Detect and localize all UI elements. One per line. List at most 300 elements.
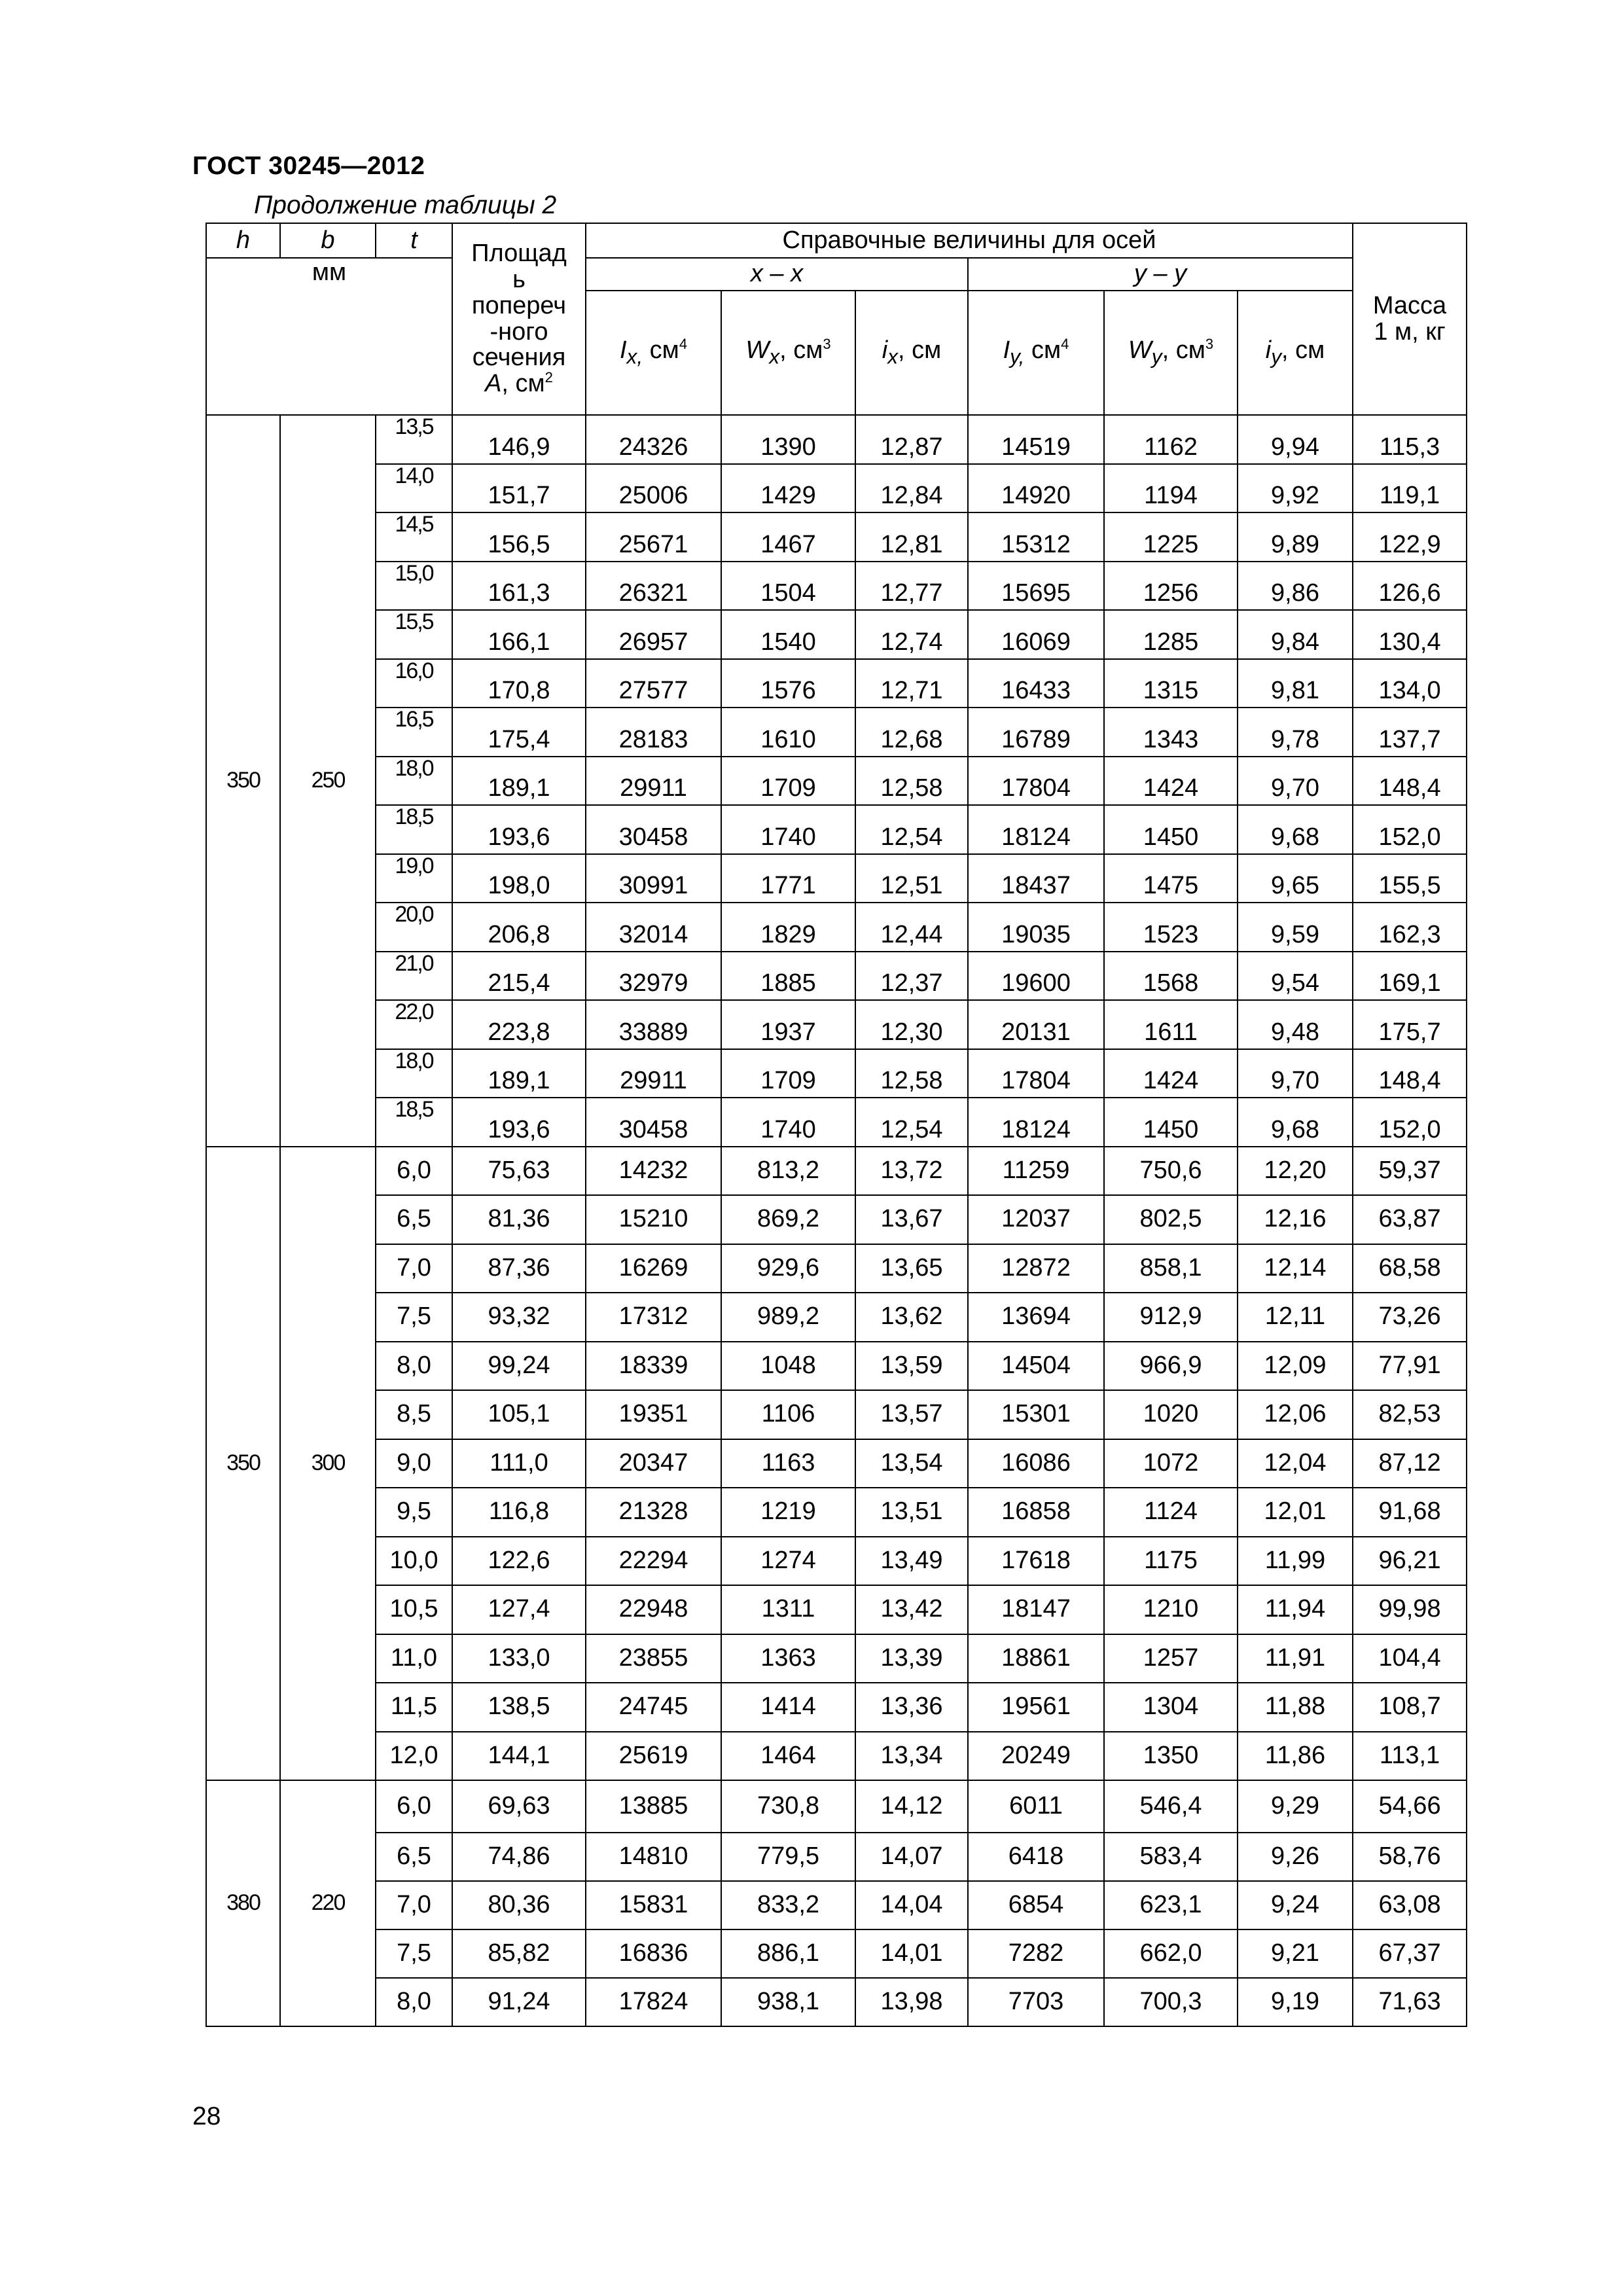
ix-cell: 25619 [586, 1732, 721, 1781]
wy-cell: 1210 [1104, 1585, 1238, 1634]
wy-cell: 1020 [1104, 1390, 1238, 1439]
ix-cell: 21328 [586, 1488, 721, 1537]
wx-cell: 779,5 [721, 1833, 855, 1881]
profile-properties-table [205, 223, 1467, 2027]
wy-cell: 1450 [1104, 1098, 1238, 1147]
wx-cell: 1163 [721, 1439, 855, 1488]
table-row [206, 1978, 1467, 2026]
area-cell: 122,6 [452, 1537, 586, 1586]
ix-cell: 29911 [586, 1049, 721, 1098]
area-cell: 223,8 [452, 1000, 586, 1049]
wy-cell: 1072 [1104, 1439, 1238, 1488]
wy-cell: 1424 [1104, 757, 1238, 806]
ry-cell: 12,04 [1238, 1439, 1353, 1488]
iy-cell: 7282 [968, 1929, 1104, 1978]
ix-cell: 15210 [586, 1195, 721, 1244]
wy-cell: 1257 [1104, 1634, 1238, 1683]
mass-cell: 137,7 [1353, 708, 1467, 757]
iy-cell: 18147 [968, 1585, 1104, 1634]
thickness-cell: 15,5 [376, 610, 452, 659]
ix-cell: 18339 [586, 1342, 721, 1391]
area-cell: 151,7 [452, 464, 586, 513]
ry-cell: 12,20 [1238, 1147, 1353, 1196]
wx-cell: 1740 [721, 1098, 855, 1147]
area-cell: 105,1 [452, 1390, 586, 1439]
rx-cell: 12,81 [855, 512, 968, 562]
ry-cell: 12,16 [1238, 1195, 1353, 1244]
mass-cell: 58,76 [1353, 1833, 1467, 1881]
area-cell: 99,24 [452, 1342, 586, 1391]
ry-cell: 9,70 [1238, 757, 1353, 806]
thickness-cell: 7,5 [376, 1929, 452, 1978]
area-cell: 156,5 [452, 512, 586, 562]
wx-cell: 1740 [721, 805, 855, 854]
height-cell: 350 [206, 1147, 280, 1781]
ix-cell: 26321 [586, 562, 721, 611]
ix-cell: 27577 [586, 659, 721, 708]
wy-cell: 583,4 [1104, 1833, 1238, 1881]
rx-cell: 13,34 [855, 1732, 968, 1781]
mass-cell: 71,63 [1353, 1978, 1467, 2026]
mass-cell: 152,0 [1353, 1098, 1467, 1147]
wx-cell: 989,2 [721, 1293, 855, 1342]
iy-cell: 14504 [968, 1342, 1104, 1391]
mass-cell: 130,4 [1353, 610, 1467, 659]
mass-cell: 148,4 [1353, 757, 1467, 806]
area-cell: 146,9 [452, 415, 586, 464]
table-row [206, 610, 1467, 659]
ix-cell: 30458 [586, 1098, 721, 1147]
iy-cell: 16433 [968, 659, 1104, 708]
header-area-line-1: Площад [471, 239, 567, 267]
mass-cell: 122,9 [1353, 512, 1467, 562]
header-reference-values: Справочные величины для осей [586, 223, 1353, 258]
area-cell: 85,82 [452, 1929, 586, 1978]
iy-cell: 17618 [968, 1537, 1104, 1586]
mass-cell: 148,4 [1353, 1049, 1467, 1098]
table-row [206, 1195, 1467, 1244]
iy-cell: 11259 [968, 1147, 1104, 1196]
rx-cell: 13,72 [855, 1147, 968, 1196]
iy-cell: 19561 [968, 1683, 1104, 1732]
table-row [206, 1780, 1467, 1833]
wy-cell: 1162 [1104, 415, 1238, 464]
thickness-cell: 18,0 [376, 757, 452, 806]
wx-cell: 833,2 [721, 1881, 855, 1929]
area-cell: 175,4 [452, 708, 586, 757]
header-mass [1353, 223, 1467, 415]
iy-cell: 16789 [968, 708, 1104, 757]
wy-cell: 1304 [1104, 1683, 1238, 1732]
table-row [206, 1537, 1467, 1586]
mass-cell: 67,37 [1353, 1929, 1467, 1978]
ix-cell: 16836 [586, 1929, 721, 1978]
wx-cell: 1576 [721, 659, 855, 708]
rx-cell: 14,01 [855, 1929, 968, 1978]
rx-cell: 13,62 [855, 1293, 968, 1342]
wy-cell: 1124 [1104, 1488, 1238, 1537]
iy-cell: 13694 [968, 1293, 1104, 1342]
thickness-cell: 22,0 [376, 1000, 452, 1049]
ry-cell: 9,24 [1238, 1881, 1353, 1929]
table-row [206, 1929, 1467, 1978]
rx-cell: 12,37 [855, 952, 968, 1001]
thickness-cell: 6,0 [376, 1780, 452, 1833]
ix-cell: 33889 [586, 1000, 721, 1049]
area-cell: 144,1 [452, 1732, 586, 1781]
rx-cell: 13,67 [855, 1195, 968, 1244]
mass-cell: 91,68 [1353, 1488, 1467, 1537]
header-area [452, 223, 586, 415]
ry-cell: 9,21 [1238, 1929, 1353, 1978]
wx-cell: 1540 [721, 610, 855, 659]
area-cell: 193,6 [452, 1098, 586, 1147]
table-row [206, 562, 1467, 611]
area-cell: 127,4 [452, 1585, 586, 1634]
ix-cell: 32014 [586, 903, 721, 952]
mass-cell: 113,1 [1353, 1732, 1467, 1781]
header-area-unit: , см [501, 370, 545, 398]
header-axis-x: x – x [586, 258, 968, 291]
iy-cell: 15301 [968, 1390, 1104, 1439]
thickness-cell: 6,0 [376, 1147, 452, 1196]
rx-cell: 12,84 [855, 464, 968, 513]
wy-cell: 1568 [1104, 952, 1238, 1001]
iy-cell: 18124 [968, 1098, 1104, 1147]
ix-cell: 30458 [586, 805, 721, 854]
rx-cell: 12,77 [855, 562, 968, 611]
area-cell: 138,5 [452, 1683, 586, 1732]
ix-cell: 25006 [586, 464, 721, 513]
wx-cell: 1274 [721, 1537, 855, 1586]
wy-cell: 966,9 [1104, 1342, 1238, 1391]
header-wy: $W_y$, $см^3$ [1104, 291, 1238, 415]
mass-cell: 99,98 [1353, 1585, 1467, 1634]
table-row [206, 1098, 1467, 1147]
wy-cell: 750,6 [1104, 1147, 1238, 1196]
header-area-line-5: сечения [472, 344, 566, 372]
header-mm: мм [206, 258, 452, 415]
iy-cell: 19035 [968, 903, 1104, 952]
thickness-cell: 16,0 [376, 659, 452, 708]
ry-cell: 9,89 [1238, 512, 1353, 562]
ix-cell: 17312 [586, 1293, 721, 1342]
rx-cell: 12,58 [855, 757, 968, 806]
ry-cell: 11,88 [1238, 1683, 1353, 1732]
iy-cell: 18861 [968, 1634, 1104, 1683]
thickness-cell: 18,5 [376, 1098, 452, 1147]
rx-cell: 13,49 [855, 1537, 968, 1586]
ix-cell: 28183 [586, 708, 721, 757]
wx-cell: 1467 [721, 512, 855, 562]
area-cell: 75,63 [452, 1147, 586, 1196]
ix-cell: 17824 [586, 1978, 721, 2026]
wy-cell: 662,0 [1104, 1929, 1238, 1978]
thickness-cell: 16,5 [376, 708, 452, 757]
iy-cell: 19600 [968, 952, 1104, 1001]
ry-cell: 9,81 [1238, 659, 1353, 708]
iy-cell: 14920 [968, 464, 1104, 513]
table-row [206, 1244, 1467, 1293]
area-cell: 111,0 [452, 1439, 586, 1488]
iy-cell: 20131 [968, 1000, 1104, 1049]
area-cell: 170,8 [452, 659, 586, 708]
table-continuation-caption: Продолжение таблицы 2 [254, 191, 557, 219]
table-row [206, 708, 1467, 757]
wx-cell: 1937 [721, 1000, 855, 1049]
wx-cell: 1885 [721, 952, 855, 1001]
thickness-cell: 18,0 [376, 1049, 452, 1098]
rx-cell: 13,59 [855, 1342, 968, 1391]
header-b: b [280, 223, 376, 258]
wx-cell: 1048 [721, 1342, 855, 1391]
rx-cell: 13,42 [855, 1585, 968, 1634]
mass-cell: 96,21 [1353, 1537, 1467, 1586]
wx-cell: 869,2 [721, 1195, 855, 1244]
rx-cell: 13,36 [855, 1683, 968, 1732]
thickness-cell: 10,5 [376, 1585, 452, 1634]
ry-cell: 12,14 [1238, 1244, 1353, 1293]
ix-cell: 13885 [586, 1780, 721, 1833]
ix-cell: 24745 [586, 1683, 721, 1732]
iy-cell: 15312 [968, 512, 1104, 562]
iy-cell: 18437 [968, 854, 1104, 903]
mass-cell: 126,6 [1353, 562, 1467, 611]
table-row [206, 512, 1467, 562]
table-row [206, 1049, 1467, 1098]
wx-cell: 1311 [721, 1585, 855, 1634]
ry-cell: 9,59 [1238, 903, 1353, 952]
thickness-cell: 21,0 [376, 952, 452, 1001]
thickness-cell: 15,0 [376, 562, 452, 611]
rx-cell: 13,65 [855, 1244, 968, 1293]
iy-cell: 20249 [968, 1732, 1104, 1781]
ry-cell: 11,91 [1238, 1634, 1353, 1683]
ix-cell: 19351 [586, 1390, 721, 1439]
thickness-cell: 8,0 [376, 1978, 452, 2026]
area-cell: 74,86 [452, 1833, 586, 1881]
rx-cell: 12,87 [855, 415, 968, 464]
ix-cell: 25671 [586, 512, 721, 562]
ix-cell: 22294 [586, 1537, 721, 1586]
rx-cell: 14,12 [855, 1780, 968, 1833]
mass-cell: 63,08 [1353, 1881, 1467, 1929]
wy-cell: 1611 [1104, 1000, 1238, 1049]
thickness-cell: 9,0 [376, 1439, 452, 1488]
table-row [206, 1439, 1467, 1488]
thickness-cell: 12,0 [376, 1732, 452, 1781]
rx-cell: 12,71 [855, 659, 968, 708]
ry-cell: 9,94 [1238, 415, 1353, 464]
table-row [206, 1293, 1467, 1342]
table-row [206, 1000, 1467, 1049]
iy-cell: 16086 [968, 1439, 1104, 1488]
rx-cell: 12,74 [855, 610, 968, 659]
wx-cell: 1429 [721, 464, 855, 513]
ry-cell: 9,84 [1238, 610, 1353, 659]
height-cell: 380 [206, 1780, 280, 2026]
table-row [206, 1833, 1467, 1881]
thickness-cell: 13,5 [376, 415, 452, 464]
header-mass-line-1: Масса [1372, 291, 1447, 319]
ry-cell: 9,54 [1238, 952, 1353, 1001]
header-rx: $i_x$, см [855, 291, 968, 415]
iy-cell: 6854 [968, 1881, 1104, 1929]
ix-cell: 29911 [586, 757, 721, 806]
table-row [206, 1147, 1467, 1196]
ix-cell: 20347 [586, 1439, 721, 1488]
ry-cell: 9,68 [1238, 1098, 1353, 1147]
ry-cell: 11,99 [1238, 1537, 1353, 1586]
iy-cell: 15695 [968, 562, 1104, 611]
thickness-cell: 8,0 [376, 1342, 452, 1391]
thickness-cell: 14,0 [376, 464, 452, 513]
area-cell: 206,8 [452, 903, 586, 952]
table-row [206, 1732, 1467, 1781]
wx-cell: 938,1 [721, 1978, 855, 2026]
iy-cell: 18124 [968, 805, 1104, 854]
thickness-cell: 10,0 [376, 1537, 452, 1586]
table-row [206, 757, 1467, 806]
ix-cell: 32979 [586, 952, 721, 1001]
mass-cell: 63,87 [1353, 1195, 1467, 1244]
table-row [206, 1585, 1467, 1634]
wy-cell: 1350 [1104, 1732, 1238, 1781]
wy-cell: 802,5 [1104, 1195, 1238, 1244]
wx-cell: 813,2 [721, 1147, 855, 1196]
ry-cell: 9,92 [1238, 464, 1353, 513]
mass-cell: 73,26 [1353, 1293, 1467, 1342]
table-row [206, 805, 1467, 854]
ix-cell: 30991 [586, 854, 721, 903]
wy-cell: 1424 [1104, 1049, 1238, 1098]
table-row [206, 1881, 1467, 1929]
iy-cell: 6011 [968, 1780, 1104, 1833]
wx-cell: 1709 [721, 757, 855, 806]
thickness-cell: 18,5 [376, 805, 452, 854]
area-cell: 161,3 [452, 562, 586, 611]
mass-cell: 134,0 [1353, 659, 1467, 708]
wx-cell: 1464 [721, 1732, 855, 1781]
area-cell: 198,0 [452, 854, 586, 903]
ry-cell: 12,01 [1238, 1488, 1353, 1537]
table-row [206, 1342, 1467, 1391]
header-area-line-3: попереч [471, 291, 567, 319]
thickness-cell: 8,5 [376, 1390, 452, 1439]
width-cell: 250 [280, 415, 376, 1147]
wy-cell: 1225 [1104, 512, 1238, 562]
iy-cell: 16069 [968, 610, 1104, 659]
mass-cell: 82,53 [1353, 1390, 1467, 1439]
area-cell: 215,4 [452, 952, 586, 1001]
mass-cell: 59,37 [1353, 1147, 1467, 1196]
wx-cell: 1610 [721, 708, 855, 757]
header-area-line-4: -ного [490, 317, 548, 346]
header-axis-y: y – y [968, 258, 1353, 291]
header-t: t [376, 223, 452, 258]
wy-cell: 546,4 [1104, 1780, 1238, 1833]
header-area-line-2: ь [512, 265, 526, 293]
table-header [206, 223, 1467, 415]
wy-cell: 1343 [1104, 708, 1238, 757]
header-wx: $W_x$, $см^3$ [721, 291, 855, 415]
ry-cell: 9,70 [1238, 1049, 1353, 1098]
ry-cell: 12,09 [1238, 1342, 1353, 1391]
wy-cell: 1450 [1104, 805, 1238, 854]
table-row [206, 659, 1467, 708]
wy-cell: 1315 [1104, 659, 1238, 708]
wy-cell: 1256 [1104, 562, 1238, 611]
ry-cell: 12,11 [1238, 1293, 1353, 1342]
area-cell: 80,36 [452, 1881, 586, 1929]
table-row [206, 1390, 1467, 1439]
table-row [206, 903, 1467, 952]
rx-cell: 13,57 [855, 1390, 968, 1439]
ix-cell: 26957 [586, 610, 721, 659]
rx-cell: 14,07 [855, 1833, 968, 1881]
thickness-cell: 14,5 [376, 512, 452, 562]
thickness-cell: 7,0 [376, 1244, 452, 1293]
ry-cell: 9,29 [1238, 1780, 1353, 1833]
rx-cell: 12,68 [855, 708, 968, 757]
area-cell: 189,1 [452, 757, 586, 806]
area-cell: 93,32 [452, 1293, 586, 1342]
mass-cell: 87,12 [1353, 1439, 1467, 1488]
wy-cell: 1523 [1104, 903, 1238, 952]
wx-cell: 1771 [721, 854, 855, 903]
wx-cell: 1219 [721, 1488, 855, 1537]
table-row [206, 854, 1467, 903]
thickness-cell: 11,5 [376, 1683, 452, 1732]
group-350x300 [206, 1147, 1467, 1781]
rx-cell: 12,54 [855, 1098, 968, 1147]
table-row [206, 952, 1467, 1001]
mass-cell: 119,1 [1353, 464, 1467, 513]
ry-cell: 11,86 [1238, 1732, 1353, 1781]
ix-cell: 23855 [586, 1634, 721, 1683]
wx-cell: 886,1 [721, 1929, 855, 1978]
page-number: 28 [192, 2102, 221, 2130]
rx-cell: 13,51 [855, 1488, 968, 1537]
wy-cell: 700,3 [1104, 1978, 1238, 2026]
rx-cell: 12,58 [855, 1049, 968, 1098]
ix-cell: 14232 [586, 1147, 721, 1196]
header-area-symbol: A [485, 370, 502, 398]
area-cell: 87,36 [452, 1244, 586, 1293]
wx-cell: 730,8 [721, 1780, 855, 1833]
mass-cell: 162,3 [1353, 903, 1467, 952]
thickness-cell: 6,5 [376, 1195, 452, 1244]
mass-cell: 77,91 [1353, 1342, 1467, 1391]
iy-cell: 17804 [968, 757, 1104, 806]
header-ix: $I_{x,}$ $см^4$ [586, 291, 721, 415]
area-cell: 91,24 [452, 1978, 586, 2026]
ry-cell: 9,48 [1238, 1000, 1353, 1049]
wx-cell: 1504 [721, 562, 855, 611]
wy-cell: 1194 [1104, 464, 1238, 513]
iy-cell: 16858 [968, 1488, 1104, 1537]
rx-cell: 13,39 [855, 1634, 968, 1683]
ix-cell: 14810 [586, 1833, 721, 1881]
wy-cell: 1475 [1104, 854, 1238, 903]
wx-cell: 1363 [721, 1634, 855, 1683]
mass-cell: 155,5 [1353, 854, 1467, 903]
wx-cell: 1414 [721, 1683, 855, 1732]
ry-cell: 9,78 [1238, 708, 1353, 757]
header-iy: $I_{y,}$ $см^4$ [968, 291, 1104, 415]
group-350x250 [206, 415, 1467, 1147]
rx-cell: 13,98 [855, 1978, 968, 2026]
